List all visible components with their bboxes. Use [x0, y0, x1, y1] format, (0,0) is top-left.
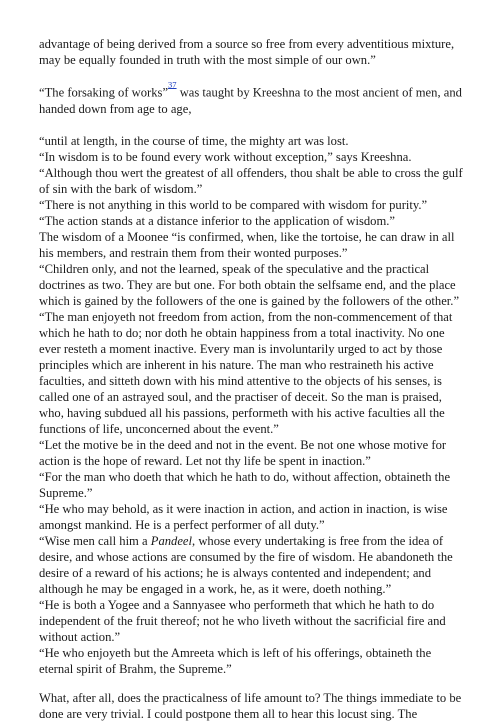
quote-line: The wisdom of a Moonee “is confirmed, when, like the tortoise, he can draw in all his members, and restrain them from their wonted purposes.” [39, 229, 455, 260]
quote-line: “The man enjoyeth not freedom from action, from the non-commencement of that which he hath to do; nor doth he obtain happiness from a total inactivity. No one ever resteth a moment inactive. Every man is involuntarily urged to act by those principles which are inherent in his nature. The man who restraineth his active faculties, and sitteth down with his mind attentive to the objects of his senses, is called one of an astrayed soul, and the practiser of deceit. So the man is praised, who, having subdued all his passions, performeth with his active faculties all the functions of life, unconcerned about the event.” [39, 309, 453, 436]
quote-line: “He who may behold, as it were inaction in action, and action in inaction, is wise amongst mankind. He is a perfect performer of all duty.” [39, 501, 448, 532]
forsaking-works-rest: was taught by Kreeshna to the most ancient of men, and handed down from age to age, [39, 85, 462, 116]
quote-line: “He is both a Yogee and a Sannyasee who performeth that which he hath to do independent of the fruit thereof; not he who liveth without the sacrificial fire and without action.” [39, 597, 446, 644]
quote-pandeel [39, 533, 465, 597]
paragraph-forsaking-works [39, 79, 465, 117]
forsaking-works-quote: “The forsaking of works” [39, 85, 169, 100]
quote-line: “He who enjoyeth but the Amreeta which is left of his offerings, obtaineth the eternal spirit of Brahm, the Supreme.” [39, 645, 432, 676]
quote-line: “The action stands at a distance inferior to the application of wisdom.” [39, 213, 396, 228]
footnote-reference [168, 79, 177, 95]
quote-line: “Let the motive be in the deed and not in the event. Be not one whose motive for action is the hope of reward. Let not thy life be spent in inaction.” [39, 437, 447, 468]
footnote-link[interactable]: 37 [168, 79, 177, 89]
quote-line: “For the man who doeth that which he hath to do, without affection, obtaineth the Supreme.” [39, 469, 451, 500]
quote-line: “In wisdom is to be found every work without exception,” says Kreeshna. [39, 149, 412, 164]
paragraph-practicalness: What, after all, does the practicalness of life amount to? The things immediate to be done are very trivial. I could postpone them all to hear this locust sing. The [39, 690, 462, 721]
pandeel-after: , whose every undertaking is free from the idea of desire, and whose actions are consumed by the fire of wisdom. He abandoneth the desire of a reward of his actions; he is always contented and independent; and although he may be engaged in a work, he, as it were, doeth nothing.” [39, 533, 453, 596]
pandeel-before: “Wise men call him a [39, 533, 151, 548]
quote-line: “Children only, and not the learned, speak of the speculative and the practical doctrines as two. They are but one. For both obtain the selfsame end, and the place which is gained by the followers of the one is gained by the followers of the other.” [39, 261, 460, 308]
page-text [39, 36, 465, 722]
pandeel-term: Pandeel [150, 533, 193, 548]
quote-line: “until at length, in the course of time, the mighty art was lost. [39, 133, 349, 148]
bhagavad-gita-quotes [39, 133, 465, 677]
paragraph-opening: advantage of being derived from a source so free from every adventitious mixture, may be equally founded in truth with the most simple of our own.” [39, 37, 455, 67]
quote-line: “There is not anything in this world to be compared with wisdom for purity.” [39, 197, 428, 212]
quote-line: “Although thou wert the greatest of all offenders, thou shalt be able to cross the gulf of sin with the bark of wisdom.” [39, 165, 463, 196]
